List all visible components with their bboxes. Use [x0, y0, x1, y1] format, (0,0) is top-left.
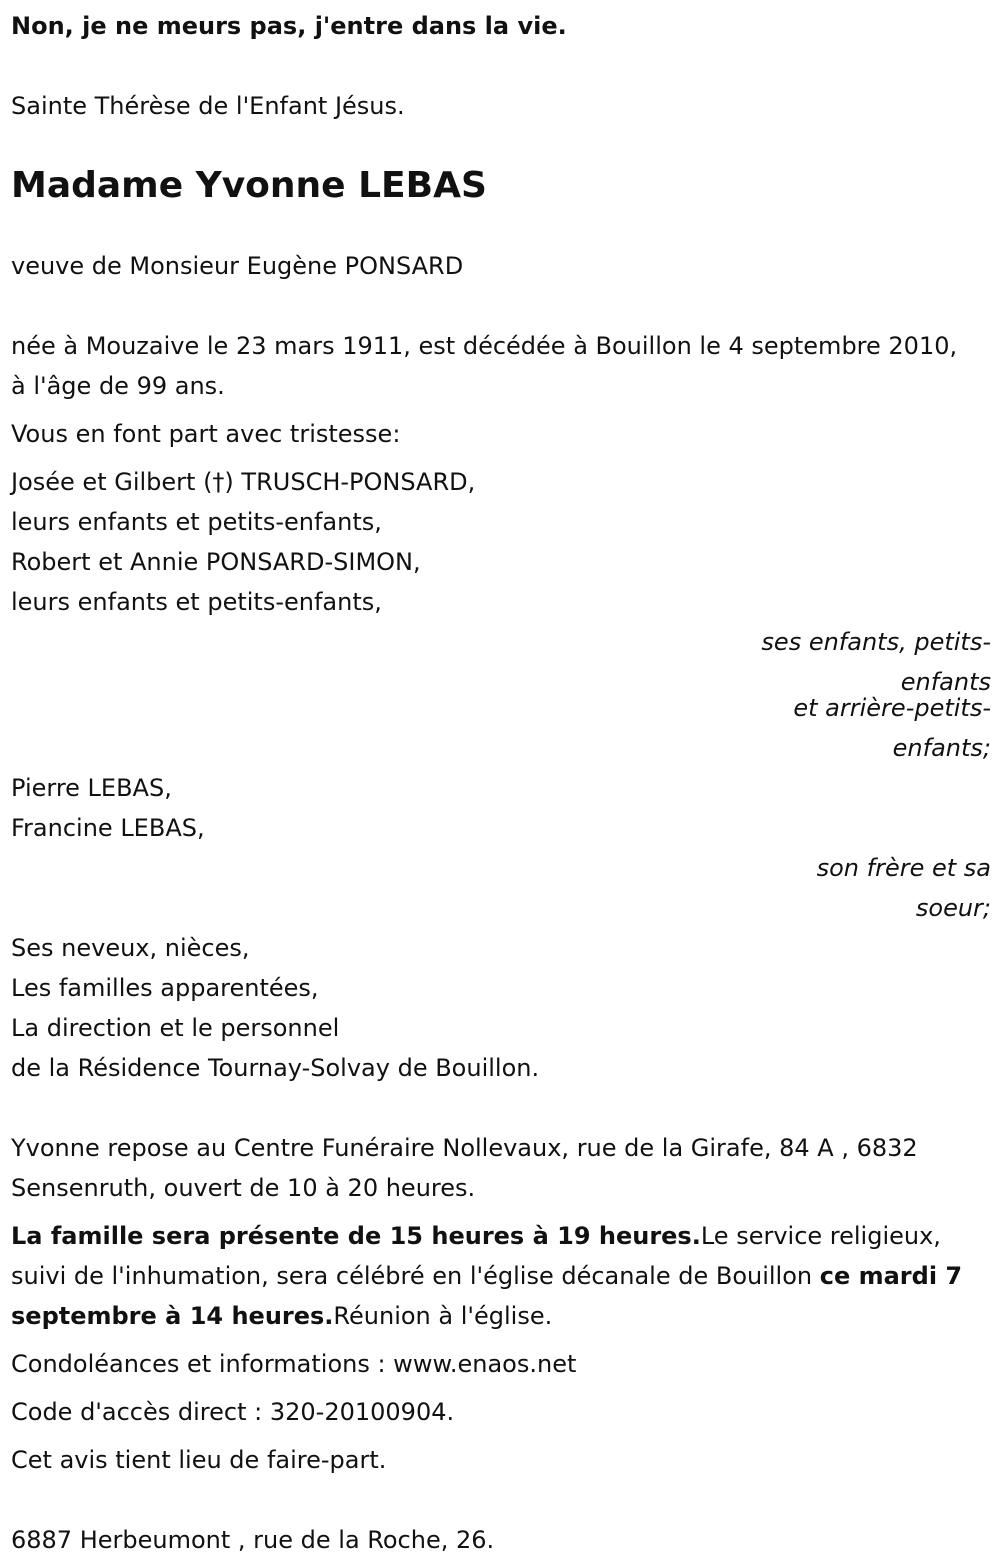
widow-of: veuve de Monsieur Eugène PONSARD: [11, 252, 464, 280]
spacer: [11, 406, 991, 414]
motto-quote: Non, je ne meurs pas, j'entre dans la vie.: [11, 12, 567, 40]
service-paragraph: [11, 1216, 986, 1336]
list-item: Pierre LEBAS,: [11, 774, 172, 802]
siblings-relation: [11, 848, 991, 928]
deceased-name: Madame Yvonne LEBAS: [11, 165, 487, 206]
spacer: [11, 1480, 991, 1520]
list-item: leurs enfants et petits-enfants,: [11, 508, 382, 536]
spacer: [11, 206, 991, 246]
children-relation: [11, 622, 991, 768]
others-list: [11, 928, 991, 1088]
condolences-info: Condoléances et informations : www.enaos.net: [11, 1350, 577, 1378]
list-item: de la Résidence Tournay-Solvay de Bouillon.: [11, 1054, 540, 1082]
list-item: leurs enfants et petits-enfants,: [11, 588, 382, 616]
spacer: [11, 454, 991, 462]
siblings-relation-line: son frère et sa soeur;: [816, 854, 991, 922]
notice-text: Cet avis tient lieu de faire-part.: [11, 1446, 387, 1474]
siblings-list: [11, 768, 991, 848]
spacer: [11, 1208, 991, 1216]
spacer: [11, 1088, 991, 1128]
list-item: Robert et Annie PONSARD-SIMON,: [11, 548, 421, 576]
children-list: [11, 462, 991, 622]
service-text: Le service religieux, suivi de l'inhumation, sera célébré en l'église décanale de Bouillon: [11, 1222, 941, 1290]
spacer: [11, 46, 991, 86]
motto-author: Sainte Thérèse de l'Enfant Jésus.: [11, 92, 405, 120]
obituary-notice: [11, 6, 991, 1560]
list-item: Josée et Gilbert (†) TRUSCH-PONSARD,: [11, 468, 476, 496]
children-relation-line-2: et arrière-petits-enfants;: [793, 694, 991, 762]
announcement-intro: Vous en font part avec tristesse:: [11, 420, 401, 448]
service-date: ce mardi 7 septembre à 14 heures.: [11, 1262, 963, 1330]
family-presence: La famille sera présente de 15 heures à 19 heures.: [11, 1222, 701, 1250]
spacer: [11, 1432, 991, 1440]
access-code: Code d'accès direct : 320-20100904.: [11, 1398, 455, 1426]
family-address: 6887 Herbeumont , rue de la Roche, 26.: [11, 1526, 495, 1554]
meeting-text: Réunion à l'église.: [333, 1302, 553, 1330]
spacer: [11, 286, 991, 326]
rest-info: Yvonne repose au Centre Funéraire Nollevaux, rue de la Girafe, 84 A , 6832 Sensenruth, ouvert de 10 à 20 heures.: [11, 1134, 918, 1202]
birth-death-text: née à Mouzaive le 23 mars 1911, est décédée à Bouillon le 4 septembre 2010, à l'âge de 99 ans.: [11, 332, 958, 400]
list-item: Ses neveux, nièces,: [11, 934, 250, 962]
list-item: Francine LEBAS,: [11, 814, 205, 842]
spacer: [11, 1384, 991, 1392]
spacer: [11, 1336, 991, 1344]
spacer: [11, 126, 991, 166]
list-item: La direction et le personnel: [11, 1014, 340, 1042]
children-relation-line-1: ses enfants, petits-enfants: [761, 628, 991, 696]
list-item: Les familles apparentées,: [11, 974, 319, 1002]
